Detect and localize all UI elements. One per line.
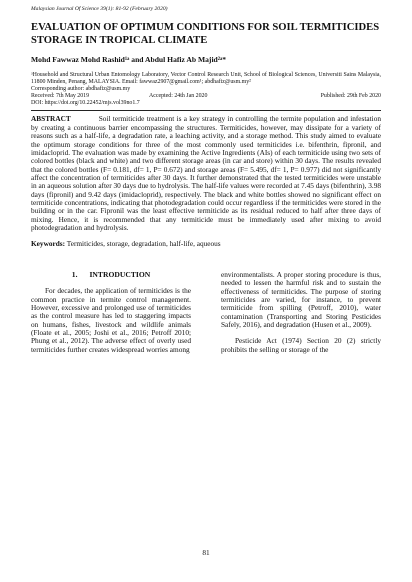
left-column [31, 271, 191, 354]
intro-paragraph-2: environmentalists. A proper storing procedure is thus, needed to lessen the harmful risk and to sustain the effectiveness of termiticides. The purpose of storing termiticides are varied, for instance, to prevent termiticide from spilling (Petroff, 2010), water contamination (Transporting and Storing Pesticides Safely, 2016), and degradation (Husen et al., 2009). [221, 269, 381, 329]
corresponding-author: Corresponding author: abdhafiz@usm.my [31, 86, 131, 93]
section-title: INTRODUCTION [89, 269, 151, 279]
published-date: Published: 29th Feb 2020 [320, 93, 381, 100]
article-dates [31, 93, 381, 100]
accepted-date: Accepted: 24th Jan 2020 [149, 93, 208, 100]
body-columns [31, 271, 381, 354]
abstract-text: Soil termiticide treatment is a key strategy in controlling the termite population and infestation by creating a continuous barrier encompassing the structures. Termiticides, however, may dissipate for a variety of reasons such as a half-life, a degradation rate, a leaching activity, and a storage method. This study aimed to evaluate the optimum storage conditions for three of the most commonly used termiticides i.e. bifenthrin, fipronil, and imidacloprid. The evaluation was made by examining the Active Ingredients (AIs) of each termiticide using two sets of colored bottles (black and white) and two different storage areas (in car and store) within 30 days. The results revealed that the colored bottles (F= 0.181, df= 1, P= 0.672) and storage areas (F= 5.495, df= 1, P= 0.977) did not significantly affect the concentration of termiticides after 30 days. It further demonstrated that the tested termiticides were unstable in an aqueous solution after 30 days due to hydrolysis. The half-life values were recorded at 7.45 days (bifenthrin), 3.98 days (fipronil) and 9.42 days (imidacloprid), respectively. The black and white bottles showed no significant effect on termiticide concentrations, indicating that photodegradation could occur regardless if the termiticides were stored in the building or in the car. Fipronil was the least effective termiticide as its residual reduced to half after three days of mixing. Hence, it is recommended that any termiticide must be immediately used after mixing to avoid photodegradation and hydrolysis. [31, 114, 381, 232]
abstract [31, 115, 381, 232]
affiliation: ᵃHousehold and Structural Urban Entomology Laboratory, Vector Control Research Unit, School of Biological Sciences, Universiti Sains Malaysia, 11800 Minden, Penang, MALAYSIA. Email: fawwaz2907@gmail.com¹; abdhafiz@usm.my² [31, 72, 381, 86]
keywords-text: Termiticides, storage, degradation, half-life, aqueous [66, 239, 221, 249]
keywords-label: Keywords: [31, 239, 66, 249]
received-date: Received: 7th May 2019 [31, 93, 90, 100]
paper-title: EVALUATION OF OPTIMUM CONDITIONS FOR SOIL TERMITICIDES STORAGE IN TROPICAL CLIMATE [31, 22, 380, 46]
keywords [31, 240, 381, 249]
intro-paragraph-1: For decades, the application of termiticides is the common practice in termite control management. However, excessive and prolonged use of termiticides as the control measure has led to staggering impacts on humans, fishes, livestock and wildlife animals (Floate et al., 2005; Joshi et al., 2016; Petroff 2010; Phung et al., 2012). The adverse effect of overly used termiticides further creates widespread worries among [31, 286, 191, 354]
running-head: Malaysian Journal Of Science 39(1): 81-92 (February 2020) [31, 6, 168, 12]
section-heading [31, 271, 191, 279]
page-number: 81 [202, 548, 210, 557]
author-line: Mohd Fawwaz Mohd Rashid¹ᵃ and Abdul Hafiz Ab Majid²ᵃ* [31, 55, 227, 64]
section-number: 1. [71, 269, 78, 279]
right-column [221, 271, 381, 354]
divider-rule [31, 110, 381, 111]
intro-paragraph-3: Pesticide Act (1974) Section 20 (2) strictly prohibits the selling or storage of the [221, 336, 381, 354]
doi-link[interactable]: DOI: https://doi.org/10.22452/mjs.vol39no1.7 [31, 100, 140, 107]
abstract-label: ABSTRACT [31, 114, 71, 124]
